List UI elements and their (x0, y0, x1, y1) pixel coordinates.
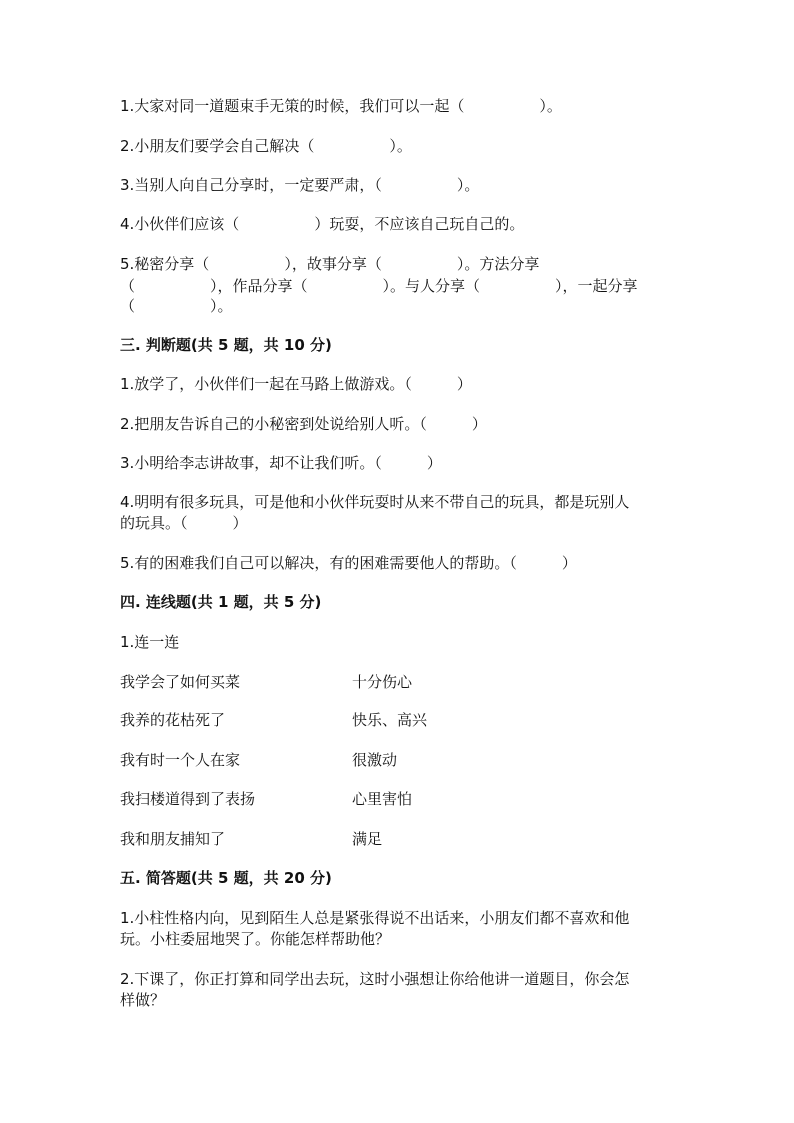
matching-right-item: 很激动 (352, 751, 398, 769)
fill-blank-question-4: 4.小伙伴们应该（ ）玩耍，不应该自己玩自己的。 (120, 215, 525, 233)
short-answer-question-2-line-1: 2.下课了，你正打算和同学出去玩，这时小强想让你给他讲一道题目，你会怎 (120, 970, 630, 988)
fill-blank-question-5-line-1: 5.秘密分享（ ），故事分享（ ）。方法分享 (120, 255, 540, 273)
matching-right-item: 十分伤心 (352, 673, 413, 691)
true-false-question-4-line-1: 4.明明有很多玩具，可是他和小伙伴玩耍时从来不带自己的玩具，都是玩别人 (120, 493, 630, 511)
matching-left-item: 我和朋友捕知了 (120, 830, 226, 848)
matching-left-item: 我扫楼道得到了表扬 (120, 790, 256, 808)
true-false-heading: 三. 判断题(共 5 题，共 10 分) (120, 336, 332, 354)
matching-right-item: 快乐、高兴 (352, 711, 428, 729)
fill-blank-question-5-line-2: （ ），作品分享（ ）。与人分享（ ），一起分享 (120, 277, 638, 295)
matching-heading: 四. 连线题(共 1 题，共 5 分) (120, 593, 322, 611)
matching-question-1: 1.连一连 (120, 633, 180, 651)
true-false-question-3: 3.小明给李志讲故事，却不让我们听。（ ） (120, 454, 442, 472)
matching-right-item: 心里害怕 (352, 790, 413, 808)
true-false-question-5: 5.有的困难我们自己可以解决，有的困难需要他人的帮助。（ ） (120, 554, 577, 572)
fill-blank-question-5-line-3: （ ）。 (120, 297, 233, 315)
true-false-question-4-line-2: 的玩具。（ ） (120, 514, 248, 532)
fill-blank-question-3: 3.当别人向自己分享时，一定要严肃，（ ）。 (120, 176, 480, 194)
matching-right-item: 满足 (352, 830, 383, 848)
matching-left-item: 我养的花枯死了 (120, 711, 226, 729)
matching-left-item: 我学会了如何买菜 (120, 673, 241, 691)
true-false-question-1: 1.放学了，小伙伴们一起在马路上做游戏。（ ） (120, 375, 472, 393)
short-answer-question-1-line-2: 玩。小柱委屈地哭了。你能怎样帮助他？ (120, 930, 391, 948)
matching-left-item: 我有时一个人在家 (120, 751, 241, 769)
fill-blank-question-1: 1.大家对同一道题束手无策的时候，我们可以一起（ ）。 (120, 97, 562, 115)
short-answer-question-2-line-2: 样做？ (120, 991, 166, 1009)
short-answer-question-1-line-1: 1.小柱性格内向，见到陌生人总是紧张得说不出话来，小朋友们都不喜欢和他 (120, 909, 630, 927)
true-false-question-2: 2.把朋友告诉自己的小秘密到处说给别人听。（ ） (120, 415, 487, 433)
fill-blank-question-2: 2.小朋友们要学会自己解决（ ）。 (120, 137, 412, 155)
short-answer-heading: 五. 简答题(共 5 题，共 20 分) (120, 869, 332, 887)
